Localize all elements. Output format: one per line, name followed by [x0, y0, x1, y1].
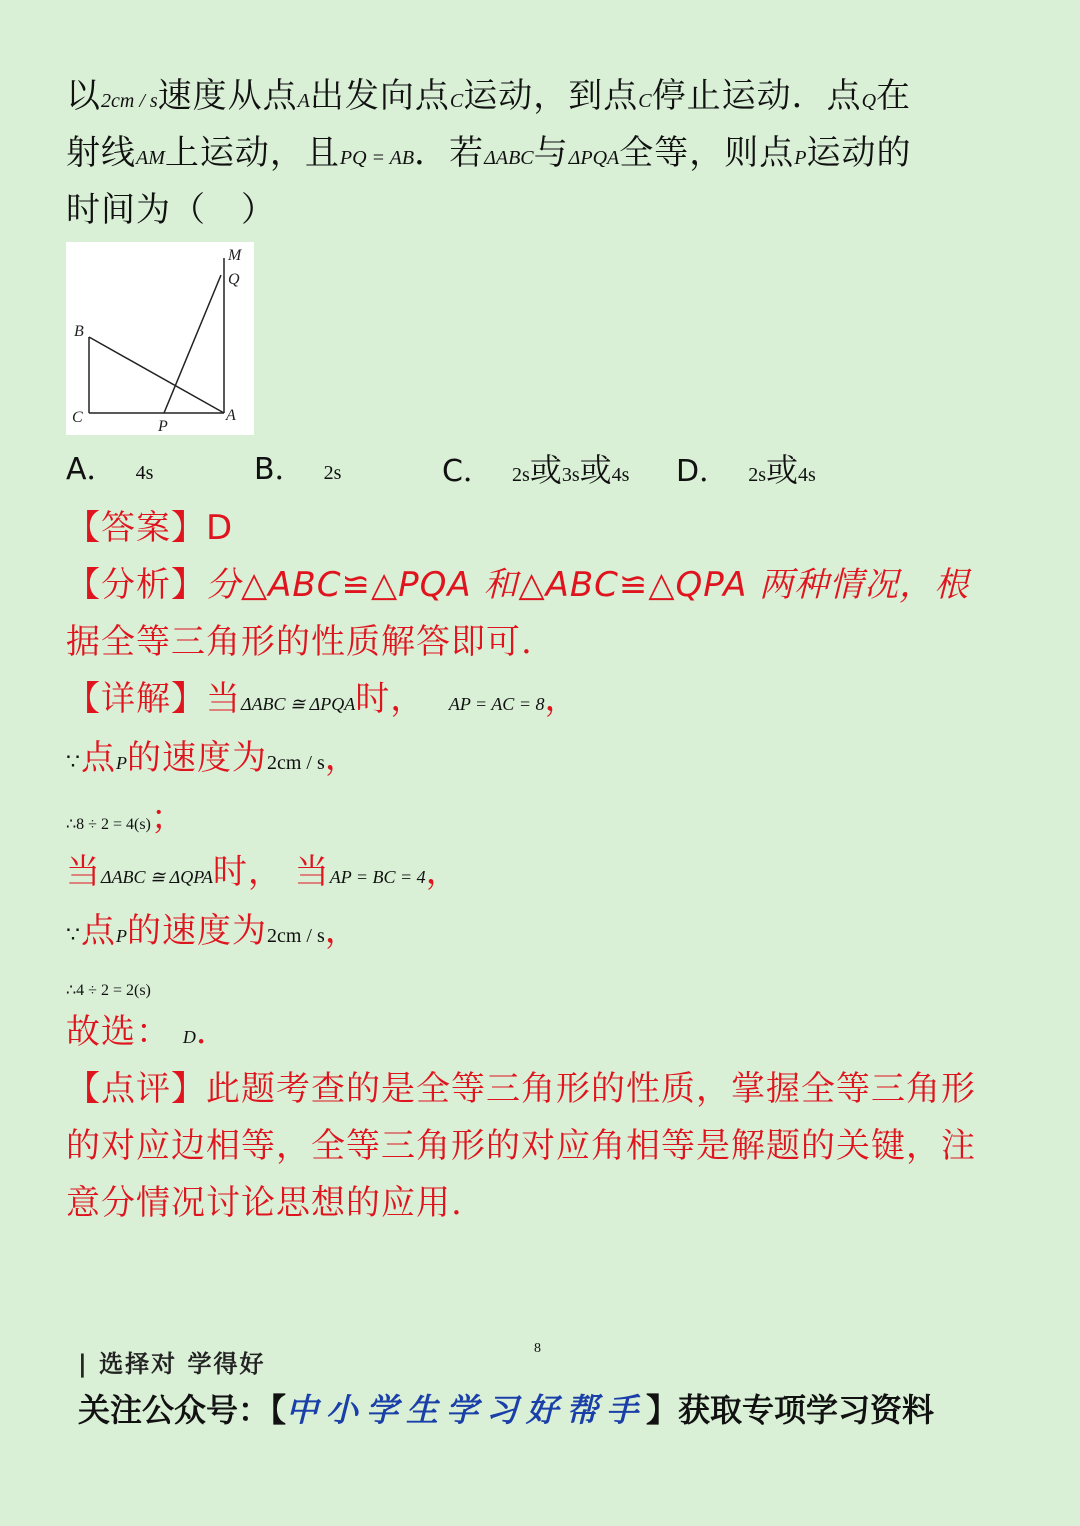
text: 时， — [355, 679, 426, 719]
text: ， — [324, 738, 360, 778]
answer-line — [66, 508, 233, 548]
detail-line-6 — [66, 964, 151, 1011]
detail-line-3 — [66, 798, 186, 845]
math: ΔABC — [484, 147, 534, 169]
option-or: 或 — [579, 451, 612, 489]
math: ∴8 ÷ 2 = 4(s) — [66, 816, 151, 833]
math: ∴4 ÷ 2 = 2(s) — [66, 982, 151, 999]
label-p: P — [158, 418, 168, 435]
math: ΔABC ≅ ΔPQA — [241, 694, 356, 714]
detail-line-2 — [66, 738, 360, 783]
option-value: 2s — [512, 464, 530, 486]
math: D — [182, 1027, 196, 1047]
math: C — [638, 90, 652, 112]
math: AP = AC = 8 — [448, 694, 545, 714]
text: 点 — [81, 911, 116, 951]
math: P — [794, 147, 807, 169]
text: 出发向点 — [309, 76, 450, 116]
detail-line-5 — [66, 911, 360, 956]
text: 全等，则点 — [619, 133, 795, 173]
text: 运动的 — [806, 133, 912, 173]
math: 2cm / s — [101, 90, 158, 112]
math: PQ = AB — [339, 147, 415, 169]
math: AM — [136, 147, 165, 169]
math: A — [297, 90, 310, 112]
label-q: Q — [228, 271, 240, 288]
option-d — [676, 452, 816, 493]
option-letter: C． — [442, 454, 493, 489]
math: AP = BC = 4 — [329, 867, 426, 887]
option-or: 或 — [529, 451, 562, 489]
banner-prefix: 关注公众号：【 — [78, 1391, 287, 1429]
math: P — [116, 753, 127, 773]
math: ΔABC ≅ ΔQPA — [101, 867, 213, 887]
analysis-tag: 【分析】 — [66, 565, 206, 605]
text: ； — [150, 798, 186, 838]
answer-value: D — [206, 508, 234, 548]
option-value: 2s — [323, 462, 342, 484]
footer-banner — [78, 1385, 934, 1431]
footer-slogan: | 选择对 学得好 — [78, 1350, 266, 1378]
question-line-3: 时间为（ ） — [66, 190, 276, 230]
review-line-1 — [66, 1069, 976, 1109]
banner-account-name: 中小学生学习好帮手 — [286, 1391, 647, 1429]
geometry-figure — [66, 242, 254, 435]
math: 2cm / s — [267, 925, 325, 947]
label-m: M — [228, 247, 242, 264]
text: 点 — [81, 738, 116, 778]
option-value: 4s — [798, 464, 816, 486]
review-tag: 【点评】 — [66, 1069, 206, 1109]
detail-tag: 【详解】 — [66, 679, 206, 719]
option-value: 3s — [561, 464, 580, 486]
text: 速度从点 — [157, 76, 298, 116]
option-value: 4s — [135, 462, 154, 484]
answer-tag: 【答案】 — [66, 508, 206, 548]
text: 以 — [66, 76, 101, 116]
text: 故选： — [66, 1012, 171, 1052]
text: 与 — [533, 133, 569, 173]
because-symbol: ∵ — [66, 923, 81, 948]
text: ．若 — [414, 133, 485, 173]
text: ， — [544, 679, 580, 719]
review-text: 此题考查的是全等三角形的性质，掌握全等三角形 — [206, 1069, 976, 1109]
page-number: 8 — [534, 1341, 541, 1356]
option-letter: A． — [66, 452, 117, 487]
math: ΔPQA — [568, 147, 620, 169]
detail-line-1 — [66, 679, 579, 724]
analysis-line-1 — [66, 565, 969, 605]
text: ， — [425, 852, 461, 892]
because-symbol: ∵ — [66, 750, 81, 775]
option-c — [442, 452, 629, 493]
option-or: 或 — [765, 451, 798, 489]
detail-line-4 — [66, 852, 461, 897]
option-a — [66, 452, 153, 491]
text: 射线 — [66, 133, 136, 173]
option-value: 4s — [611, 464, 630, 486]
text: ， — [324, 911, 360, 951]
text: 停止运动．点 — [651, 76, 862, 116]
segment-pq — [164, 275, 221, 413]
math: C — [449, 90, 464, 112]
analysis-text: 分△ABC≌△PQA 和△ABC≌△QPA 两种情况，根 — [206, 565, 970, 605]
text: 当 — [206, 679, 241, 719]
text: 当 — [66, 852, 101, 892]
label-b: B — [74, 323, 84, 340]
text: 的速度为 — [127, 738, 267, 778]
label-a: A — [226, 407, 236, 424]
option-letter: D． — [676, 454, 730, 489]
text: 运动，到点 — [463, 76, 639, 116]
banner-suffix: 】获取专项学习资料 — [646, 1391, 935, 1429]
label-c: C — [72, 409, 83, 426]
option-b — [254, 452, 341, 491]
math: 2cm / s — [267, 752, 325, 774]
option-letter: B． — [254, 452, 305, 487]
review-line-3: 意分情况讨论思想的应用. — [66, 1183, 463, 1223]
text: 在 — [876, 76, 912, 116]
math: P — [116, 926, 127, 946]
text: 时， 当 — [212, 852, 330, 892]
review-line-2: 的对应边相等，全等三角形的对应角相等是解题的关键，注 — [66, 1126, 976, 1166]
segment-ba — [89, 337, 224, 413]
math: Q — [861, 90, 877, 112]
text: ． — [195, 1012, 231, 1052]
option-value: 2s — [748, 464, 766, 486]
question-line-1 — [66, 76, 911, 121]
text: 的速度为 — [127, 911, 267, 951]
text: 上运动，且 — [164, 133, 340, 173]
analysis-line-2: 据全等三角形的性质解答即可. — [66, 622, 533, 662]
detail-line-7 — [66, 1012, 231, 1057]
question-line-2 — [66, 133, 911, 178]
